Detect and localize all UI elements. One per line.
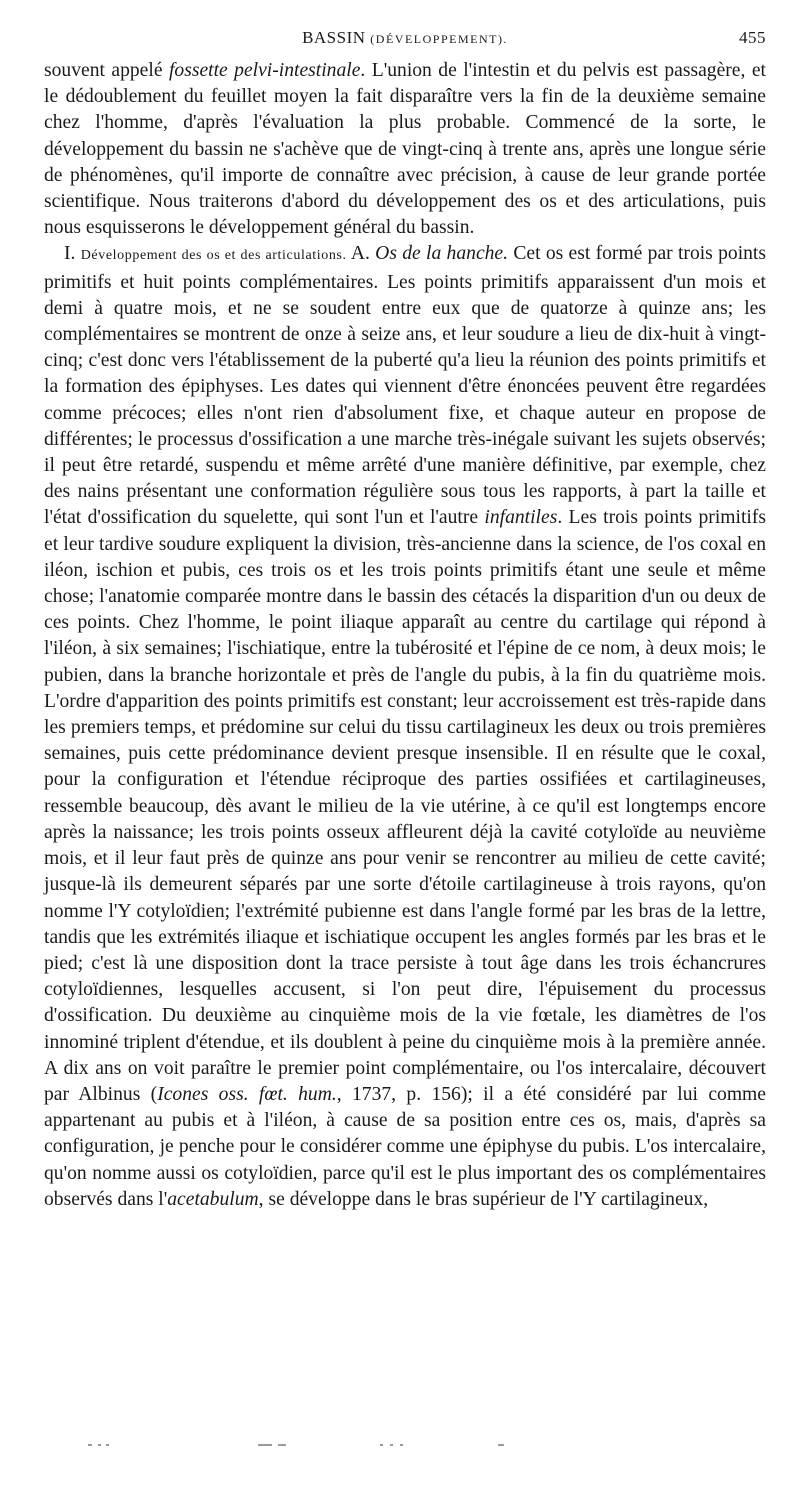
section-number: I. xyxy=(64,243,81,265)
term-infantiles: infantiles xyxy=(484,507,558,529)
paragraph-2-text-c: , 1737, p. 156); il a été considéré par lui comme appartenant au pubis et à l'iléon, à cause de sa position entre ces os, mais, d'après sa configuration, je penche pour le considérer comme une épiphyse du pubis. L'os intercalaire, qu'on nomme aussi os cotyloïdien, parce qu'il est le plus important des os complémentaires observés dans l' xyxy=(44,1083,766,1210)
running-title-main: BASSIN xyxy=(302,28,366,47)
running-title xyxy=(44,28,766,48)
paragraph-2-text-b: . Les trois points primitifs et leur tardive soudure expliquent la division, très-ancienne dans la science, de l'os coxal en iléon, ischion et pubis, ces trois os et les trois points primitifs étant une seule et même chose; l'anatomie comparée montre dans le bassin des cétacés la disparition d'un ou deux de ces points. Chez l'homme, le point iliaque apparaît au centre du cartilage qui répond à l'iléon, à six semaines; l'ischiatique, entre la tubérosité et l'épine de ce nom, à deux mois; le pubien, dans la branche horizontale et près de l'angle du pubis, à la fin du quatrième mois. L'ordre d'apparition des points primitifs est constant; leur accroissement est très-rapide dans les premiers temps, et prédomine sur celui du tissu cartilagineux les deux ou trois premières semaines, puis cette prédominance devient presque insensible. Il en résulte que le coxal, pour la configuration et l'étendue réciproque des parties ossifiées et cartilagineuses, ressemble beaucoup, dès avant le milieu de la vie utérine, à ce qu'il est longtemps encore après la naissance; les trois points osseux affleurent déjà la cavité cotyloïde au neuvième mois, et il leur faut près de quinze ans pour venir se rencontrer au milieu de cette cavité; jusque-là ils demeurent séparés par une sorte d'étoile cartilagineuse à trois rayons, qu'on nomme l'Y cotyloïdien; l'extrémité pubienne est dans l'angle formé par les bras de la lettre, tandis que les extrémités iliaque et ischiatique occupent les angles formés par les bras et le pied; c'est là une disposition dont la trace persiste à tout âge dans les trois échancrures cotyloïdiennes, lesquelles accusent, si l'on peut dire, l'épuisement du processus d'ossification. Du deuxième au cinquième mois de la vie fœtale, les diamètres de l'os innominé triplent d'étendue, et ils doublent à peine du cinquième mois à la première année. A dix ans on voit paraître le premier point complémentaire, ou l'os intercalaire, découvert par Albinus ( xyxy=(44,507,766,1105)
subsection-title: Os de la hanche. xyxy=(375,243,509,265)
running-title-sub: (DÉVELOPPEMENT). xyxy=(370,32,508,46)
paragraph-2-text-d: , se développe dans le bras supérieur de l'Y cartilagineux, xyxy=(258,1188,709,1210)
paragraph-1-text-b: . L'union de l'intestin et du pelvis est passagère, et le dédoublement du feuillet moyen la fait disparaître vers la fin de la deuxième semaine chez l'homme, d'après l'évaluation la plus probable. Commencé de la sorte, le développement du bassin ne s'achève que de vingt-cinq à trente ans, après une longue série de phénomènes, qu'il importe de connaître avec précision, à cause de leur grande portée scientifique. Nous traiterons d'abord du développement des os et des articulations, puis nous esquisserons le développement général du bassin. xyxy=(44,60,766,239)
paragraph-1 xyxy=(44,58,766,241)
paragraph-2 xyxy=(44,241,766,1213)
running-head xyxy=(44,28,766,58)
body-text xyxy=(44,58,766,1213)
term-fossette: fossette pelvi-intestinale xyxy=(168,60,361,81)
paragraph-1-text-a: souvent appelé xyxy=(44,60,169,81)
term-acetabulum: acetabulum xyxy=(167,1188,259,1210)
scan-noise xyxy=(88,1444,688,1448)
subsection-letter: A. xyxy=(350,243,370,265)
paragraph-2-text-a: Cet os est formé par trois points primitifs et huit points complémentaires. Les points primitifs apparaissent d'un mois et demi à quatre mois, et ne se soudent entre eux que de quatorze à quinze ans; les complémentaires se montrent de onze à seize ans, et leur soudure a lieu de dix-huit à vingt-cinq; c'est donc vers l'établissement de la puberté qu'a lieu la réunion des points primitifs et la formation des épiphyses. Les dates qui viennent d'être énoncées peuvent être regardées comme précoces; elles n'ont rien d'absolument fixe, et chaque auteur en propose de différentes; le processus d'ossification a une marche très-inégale suivant les sujets observés; il peut être retardé, suspendu et même arrêté d'une manière définitive, par exemple, chez des nains présentant une conformation régulière sous tous les rapports, à part la taille et l'état d'ossification du squelette, qui sont l'un et l'autre xyxy=(44,243,766,529)
citation-icones: Icones oss. fœt. hum. xyxy=(157,1083,337,1105)
page-number: 455 xyxy=(739,28,766,47)
page xyxy=(44,28,766,1213)
section-heading: Développement des os et des articulations. xyxy=(80,248,347,264)
